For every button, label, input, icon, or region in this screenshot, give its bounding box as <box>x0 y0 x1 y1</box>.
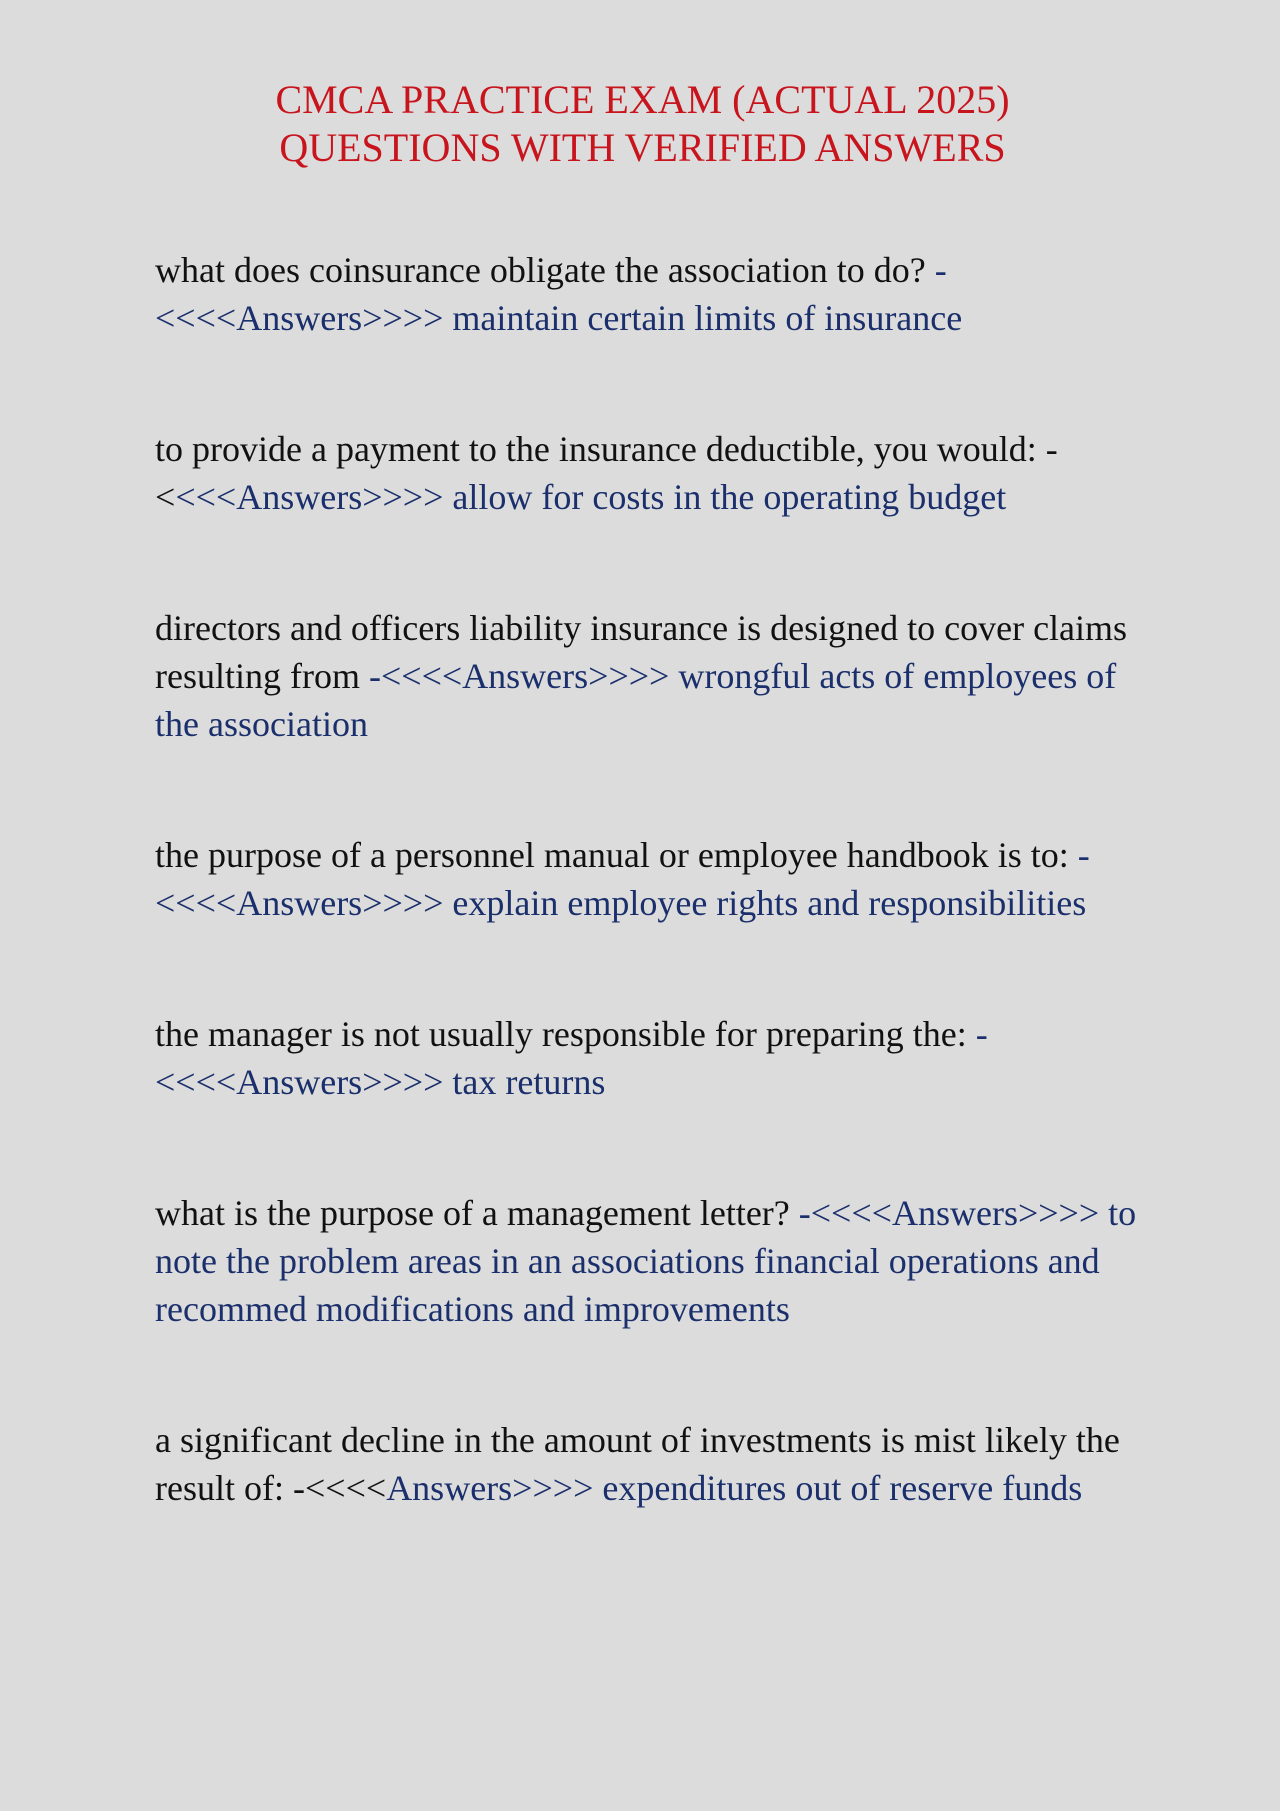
qa-item-6 <box>155 1189 1145 1333</box>
page-title <box>145 76 1140 172</box>
answer-text: -<<<<Answers>>>> maintain certain limits of insurance <box>155 250 963 338</box>
title-line-1: CMCA PRACTICE EXAM (ACTUAL 2025) <box>275 77 1010 122</box>
qa-item-4 <box>155 831 1145 927</box>
answer-text: Answers>>>> expenditures out of reserve funds <box>386 1468 1083 1508</box>
question-dash: -< <box>155 429 1058 517</box>
qa-item-2 <box>155 425 1145 521</box>
question-text: a significant decline in the amount of investments is mist likely the result of: <box>155 1420 1120 1508</box>
qa-item-3 <box>155 604 1145 748</box>
qa-item-5 <box>155 1010 1145 1106</box>
answer-text: -<<<<Answers>>>> wrongful acts of employees of the association <box>155 656 1117 744</box>
question-text: the manager is not usually responsible for preparing the: <box>155 1014 976 1054</box>
answer-text: -<<<<Answers>>>> explain employee rights and responsibilities <box>155 835 1090 923</box>
question-text: directors and officers liability insurance is designed to cover claims resulting from <box>155 608 1128 696</box>
question-dash: -<<<< <box>292 1468 387 1508</box>
question-text: what is the purpose of a management letter? <box>155 1193 799 1233</box>
answer-text: -<<<<Answers>>>> tax returns <box>155 1014 988 1102</box>
answer-text: -<<<<Answers>>>> to note the problem areas in an associations financial operations and recommed modifications and improvements <box>155 1193 1137 1329</box>
qa-item-1 <box>155 246 1145 342</box>
question-text: to provide a payment to the insurance deductible, you would: <box>155 429 1046 469</box>
question-text: what does coinsurance obligate the association to do? <box>155 250 935 290</box>
qa-item-7 <box>155 1416 1145 1512</box>
answer-text: <<<Answers>>>> allow for costs in the operating budget <box>175 477 1007 517</box>
title-line-2: QUESTIONS WITH VERIFIED ANSWERS <box>279 125 1006 170</box>
question-text: the purpose of a personnel manual or employee handbook is to: <box>155 835 1078 875</box>
